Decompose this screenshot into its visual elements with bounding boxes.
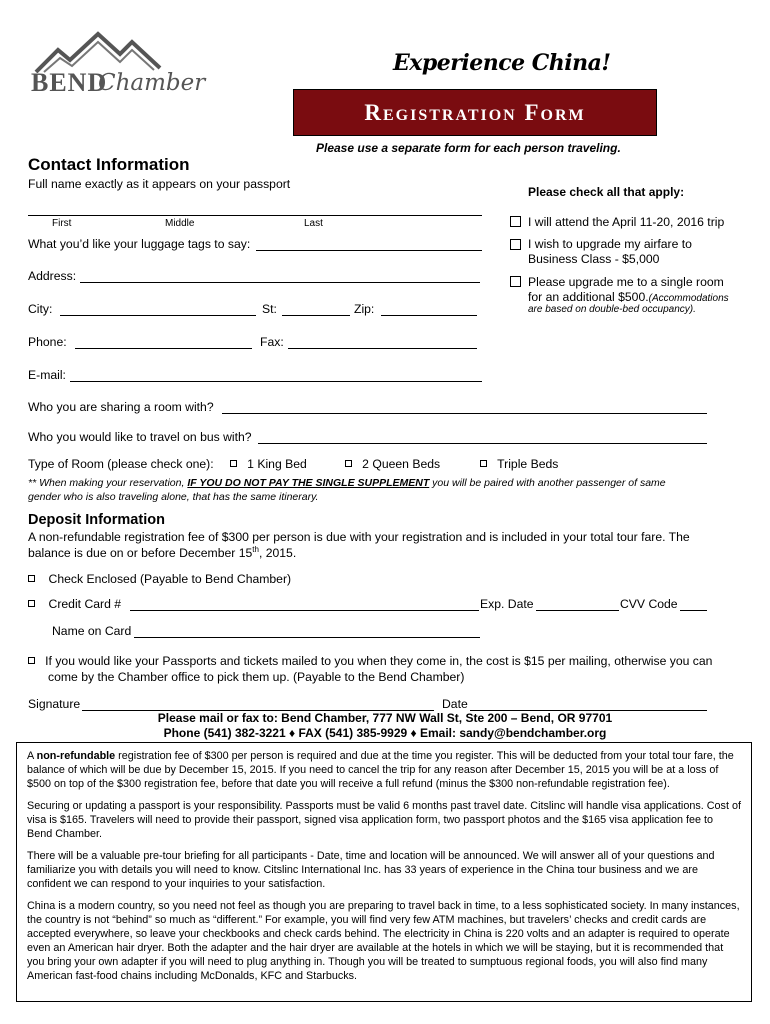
bus-field[interactable]	[258, 443, 707, 444]
airfare-label-2: Business Class - $5,000	[528, 252, 660, 266]
attend-label: I will attend the April 11-20, 2016 trip	[528, 215, 725, 229]
signature-label: Signature	[28, 697, 81, 711]
terms-p1-a: A	[27, 750, 37, 762]
credit-card-field[interactable]	[130, 610, 479, 611]
checkbox-icon	[345, 460, 352, 467]
phone-field[interactable]	[75, 348, 252, 349]
date-label: Date	[442, 697, 468, 711]
single-room-note: (Accommodations	[648, 293, 729, 304]
room-note-line2: gender who is also traveling alone, that has the same itinerary.	[28, 491, 319, 503]
bus-label: Who you would like to travel on bus with?	[28, 430, 252, 444]
mountains-icon	[28, 28, 213, 73]
name-on-card-label: Name on Card	[52, 624, 132, 638]
check-enclosed-label: Check Enclosed (Payable to Bend Chamber)	[48, 572, 292, 586]
address-field[interactable]	[80, 282, 480, 283]
city-label: City:	[28, 302, 53, 316]
deposit-text-1: A non-refundable registration fee of $300 per person is due with your registration and is included in your total tour fare. The	[28, 530, 690, 544]
checkbox-icon	[28, 575, 35, 582]
form-title: Registration Form	[364, 99, 586, 125]
state-label: St:	[262, 302, 277, 316]
fullname-label: Full name exactly as it appears on your passport	[28, 177, 291, 191]
address-label: Address:	[28, 269, 77, 283]
checkbox-icon	[480, 460, 487, 467]
sharing-field[interactable]	[222, 413, 707, 414]
state-field[interactable]	[282, 315, 350, 316]
checkbox-icon	[28, 600, 35, 607]
logo-word-chamber: Chamber	[98, 70, 206, 96]
checkbox-icon	[230, 460, 237, 467]
phone-fax-email-line: Phone (541) 382-3221 ♦ FAX (541) 385-9929 ♦ Email: sandy@bendchamber.org	[163, 726, 607, 740]
mail-to-line: Please mail or fax to: Bend Chamber, 777 NW Wall St, Ste 200 – Bend, OR 97701	[157, 711, 613, 725]
single-room-checkbox[interactable]	[510, 276, 521, 287]
phone-label: Phone:	[28, 335, 67, 349]
middle-label: Middle	[165, 218, 195, 229]
note-emphasis: IF YOU DO NOT PAY THE SINGLE SUPPLEMENT	[187, 477, 430, 489]
zip-field[interactable]	[381, 315, 477, 316]
deposit-text-2sup: th	[252, 545, 259, 554]
mail-option[interactable]	[28, 654, 712, 668]
luggage-field[interactable]	[256, 250, 482, 251]
luggage-label: What you’d like your luggage tags to say:	[28, 237, 251, 251]
apply-heading: Please check all that apply:	[528, 185, 685, 199]
room-note	[28, 477, 666, 489]
single-room-label-2	[528, 290, 729, 304]
fax-label: Fax:	[260, 335, 284, 349]
attend-checkbox[interactable]	[510, 216, 521, 227]
zip-label: Zip:	[354, 302, 375, 316]
cvv-label: CVV Code	[620, 597, 678, 611]
fullname-field[interactable]	[28, 215, 482, 216]
check-enclosed-option[interactable]	[28, 572, 291, 586]
single-room-label-1: Please upgrade me to a single room	[528, 275, 724, 289]
mail-label-1: If you would like your Passports and tickets mailed to you when they come in, the cost is $15 per mailing, otherwise you can	[45, 654, 713, 668]
note-suffix: you will be paired with another passenger of same	[429, 477, 666, 489]
terms-paragraph-4: China is a modern country, so you need not feel as though you are preparing to travel back in time, to a less sophisticated society. In many instances, the country is not “behind” so much as “different.” For example, you will find very few ATM machines, but travelers’ checks and credit cards are accepted everywhere, so leave your checkbooks and check cards behind. The electricity in China is 220 volts and an adapter is required to operate even an American hair dryer. Both the adapter and the hair dryer are available at the hotels in which we will be staying, but it is recommended that you bring your own adapter if you will need to plug anything in. Though you will be treated to sumptuous regional foods, you will also find many American fast-food chains including McDonalds, KFC and Starbucks.	[27, 900, 740, 982]
form-title-banner	[293, 89, 657, 136]
room-type-label: Type of Room (please check one):	[28, 457, 214, 471]
room-option-label: 1 King Bed	[247, 457, 307, 471]
mail-label-2: come by the Chamber office to pick them up. (Payable to the Bend Chamber)	[48, 670, 465, 684]
page-title: Experience China!	[393, 50, 611, 76]
room-option-label: Triple Beds	[497, 457, 559, 471]
fax-field[interactable]	[288, 348, 477, 349]
deposit-text-2	[28, 545, 296, 560]
airfare-upgrade-checkbox[interactable]	[510, 239, 521, 250]
terms-paragraph-1	[27, 749, 741, 791]
airfare-label-1: I wish to upgrade my airfare to	[528, 237, 692, 251]
deposit-heading: Deposit Information	[28, 512, 165, 528]
credit-card-option[interactable]	[28, 597, 121, 611]
single-room-label-3: are based on double-bed occupancy).	[528, 304, 696, 315]
room-option-triple[interactable]	[480, 457, 558, 471]
deposit-text-2b: , 2015.	[258, 546, 297, 561]
form-subtitle: Please use a separate form for each person traveling.	[316, 141, 621, 155]
exp-date-label: Exp. Date	[480, 597, 534, 611]
room-option-queen[interactable]	[345, 457, 440, 471]
credit-card-label: Credit Card #	[48, 597, 122, 611]
room-option-king[interactable]	[230, 457, 307, 471]
terms-paragraph-2: Securing or updating a passport is your responsibility. Passports must be valid 6 months past travel date. Citslinc will handle visa applications. Cost of visa is $165. Travelers will need to provide their passport, signed visa application form, two passport photos and the $165 visa application fee to Bend Chamber.	[27, 800, 741, 840]
terms-paragraph-3: There will be a valuable pre-tour briefing for all participants - Date, time and location will be announced. We will answer all of your questions and familiarize you with details you will need to know. Citslinc International Inc. has 33 years of experience in the China tour business and we are confident we can respond to your inquiries to your satisfaction.	[27, 850, 715, 890]
city-field[interactable]	[60, 315, 256, 316]
first-label: First	[52, 218, 72, 229]
contact-heading: Contact Information	[28, 155, 190, 174]
bend-chamber-logo	[28, 28, 213, 100]
email-label: E-mail:	[28, 368, 66, 382]
logo-word-bend: BEND	[31, 68, 108, 97]
cvv-field[interactable]	[680, 610, 707, 611]
terms-box	[16, 742, 752, 1002]
deposit-text-2a: balance is due on or before December 15	[28, 546, 253, 561]
name-on-card-field[interactable]	[134, 637, 480, 638]
sharing-label: Who you are sharing a room with?	[28, 400, 214, 414]
last-label: Last	[304, 218, 323, 229]
room-option-label: 2 Queen Beds	[362, 457, 441, 471]
checkbox-icon	[28, 657, 35, 664]
note-prefix: ** When making your reservation,	[28, 477, 188, 489]
terms-p1-b: registration fee of $300 per person is required and due at the time you register. This will be deducted from your total tour fare, the balance of which will be due by December 15, 2015. If you need to cancel the trip for any reason after December 15, 2015 you will be at a loss of $500 on top of the $300 registration fee, before that date you will receive a full refund (minus the $300 non-refundable registration fee).	[27, 750, 734, 790]
email-field[interactable]	[70, 381, 482, 382]
terms-p1-bold: non-refundable	[36, 750, 116, 762]
exp-date-field[interactable]	[536, 610, 619, 611]
single-room-price: for an additional $500.	[528, 290, 649, 304]
